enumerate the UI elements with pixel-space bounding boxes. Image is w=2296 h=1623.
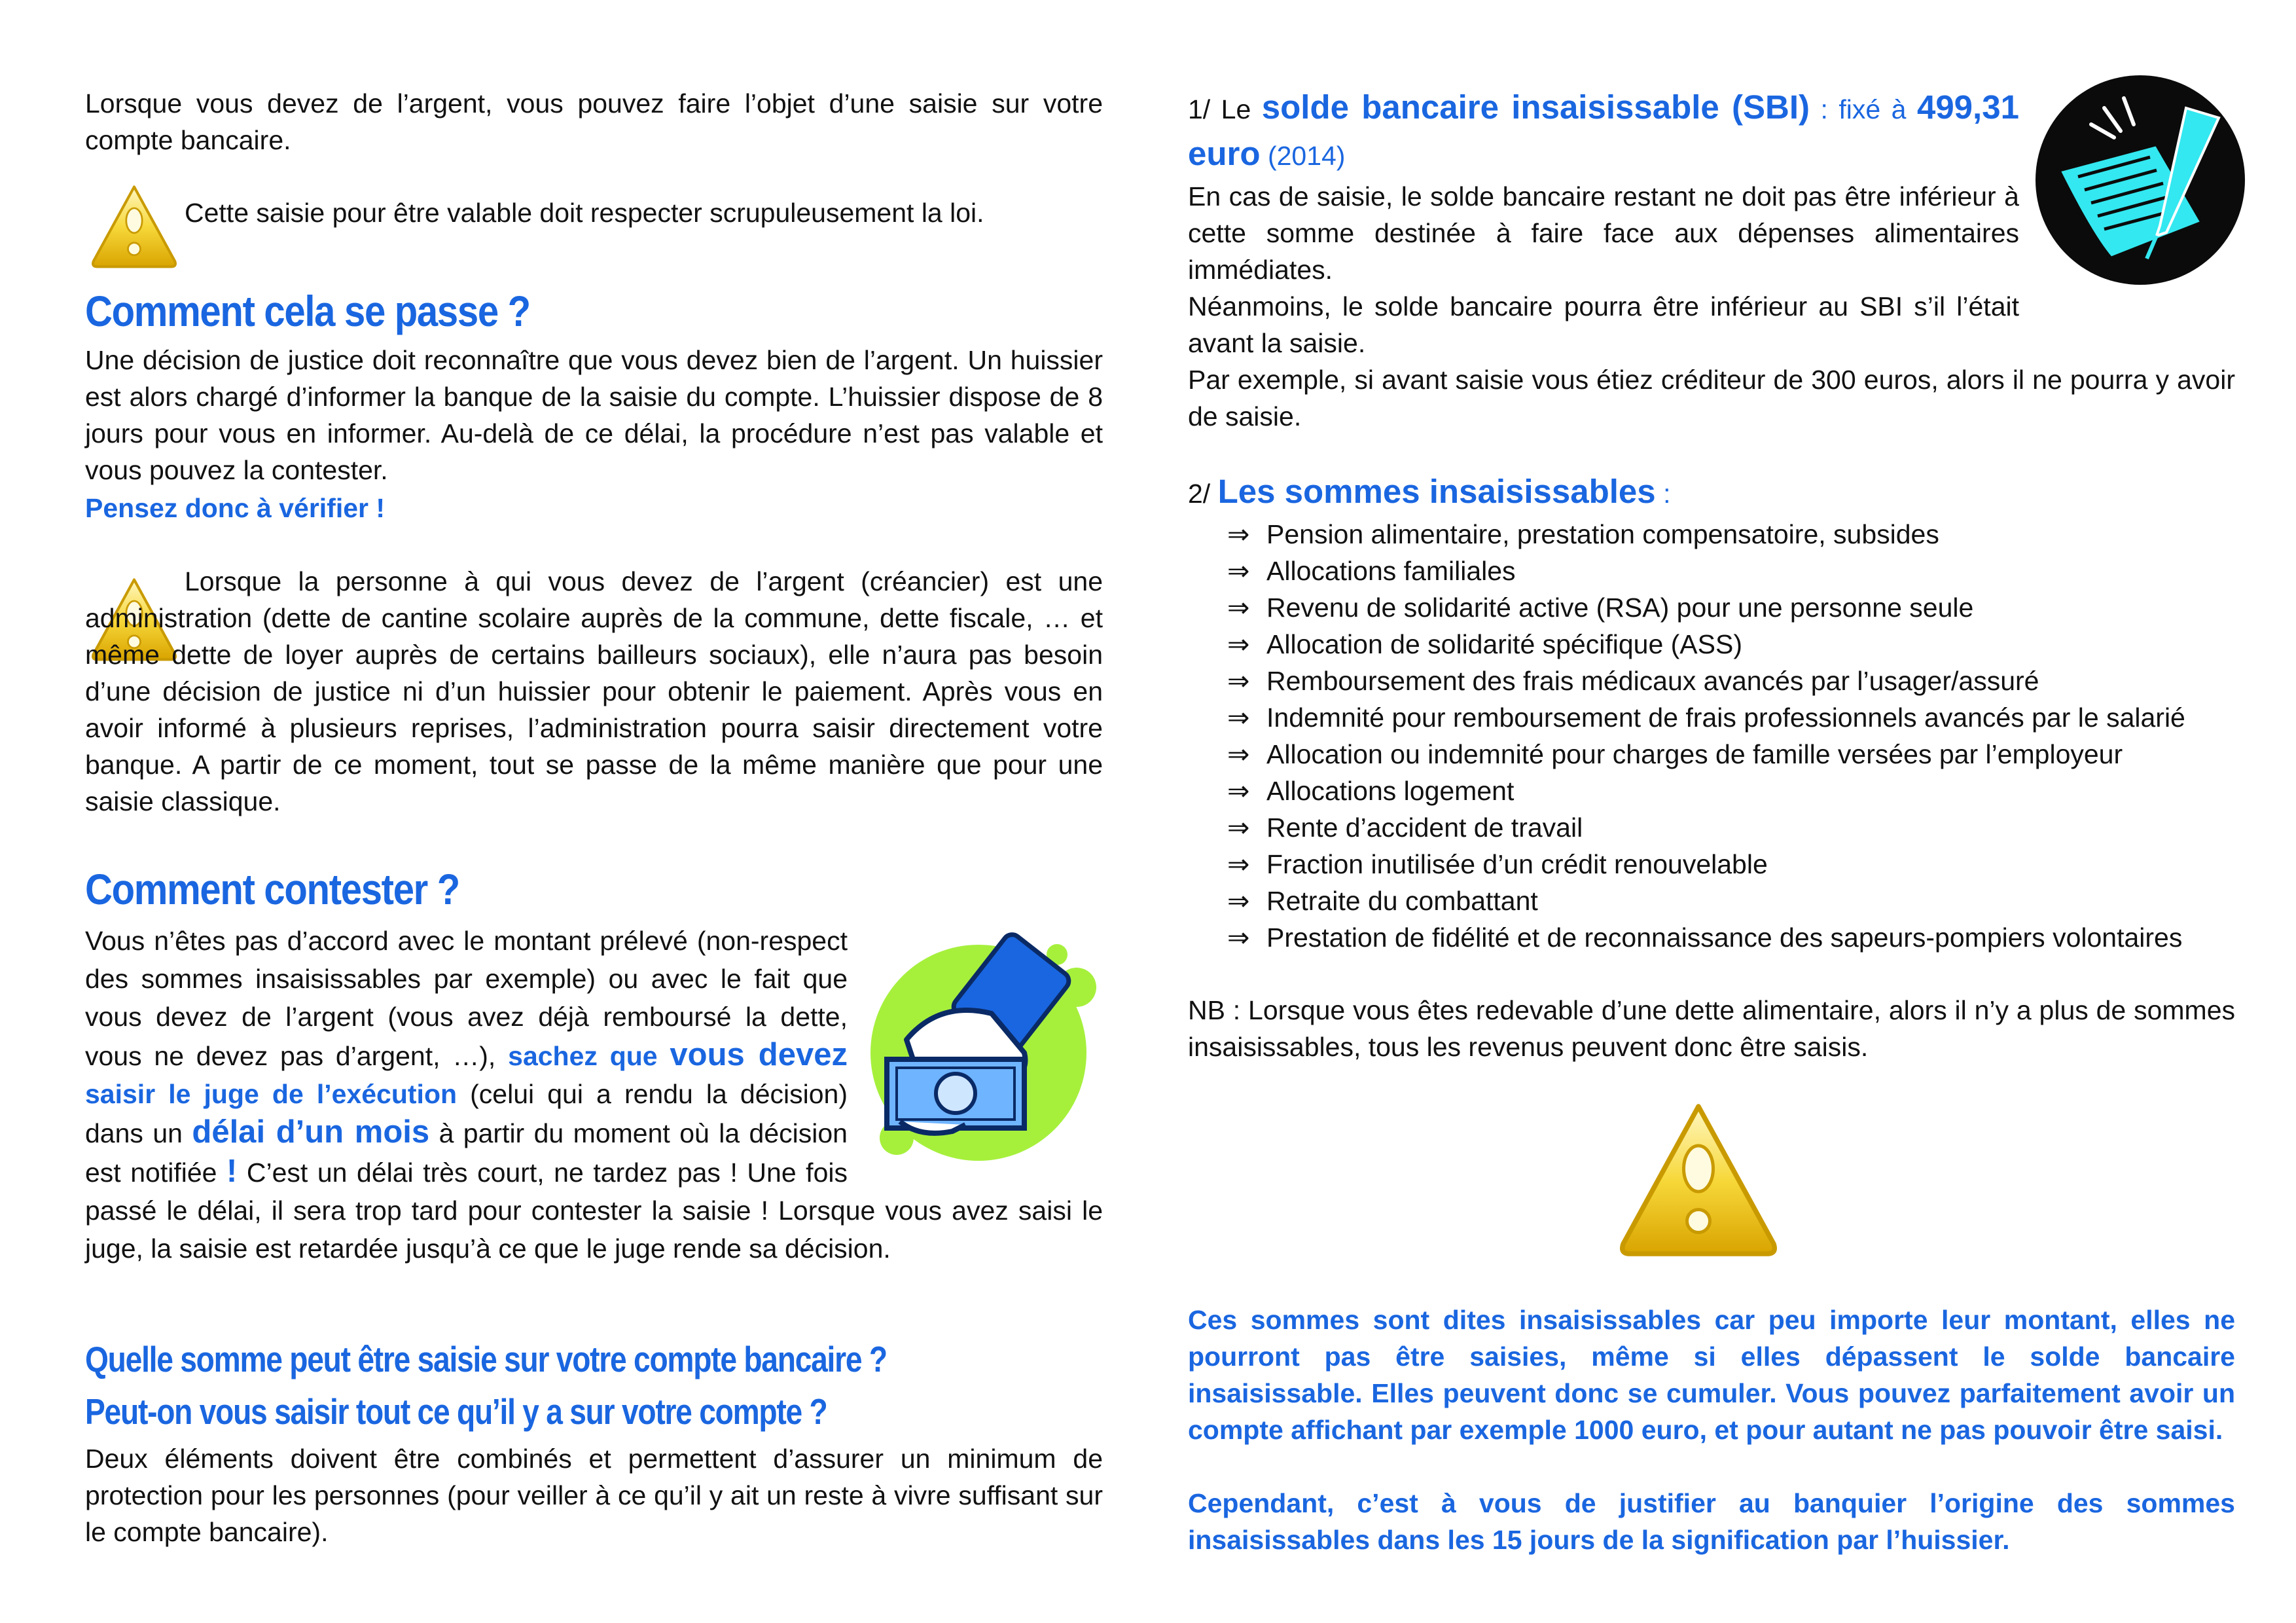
note-insaisissables: Ces sommes sont dites insaisissables car peu importe leur montant, elles ne pourront pas être saisies, même si elles dépassent le solde bancaire insaisissable. Elles peuvent donc se cumuler. Vous pouvez parfaitement avoir un compte affichant par exemple 1000 euro, et pour autant ne pas pouvoir être saisi. (1188, 1305, 2235, 1445)
sbi-body-3: Par exemple, si avant saisie vous étiez créditeur de 300 euros, alors il ne pourra y avoir de saisie. (1188, 365, 2235, 431)
section-title-quelle-somme: Quelle somme peut être saisie sur votre compte bancaire ? (85, 1339, 887, 1379)
section-body-quelle-somme: Deux éléments doivent être combinés et permettent d’assurer un minimum de protection pour les personnes (pour veiller à ce qu’il y ait un reste à vivre suffisant sur le compte bancaire). (85, 1444, 1103, 1547)
list-item: ⇒ Revenu de solidarité active (RSA) pour une personne seule (1227, 593, 1974, 623)
sbi-body-2: Néanmoins, le solde bancaire pourra être inférieur au SBI s’il l’était avant la saisie. (1188, 291, 2019, 358)
contester-body: Vous n’êtes pas d’accord avec le montant prélevé (non-respect des sommes insaisissables par exemple) ou avec le fait que vous devez de l’argent (vous avez déjà remboursé la dette, vous ne devez pas d’argent, …), sachez que vous devez saisir le juge de l’exécution (celui qui a rendu la décision) dans un délai d’un mois à partir du moment où la décision est notifiée ! C’est un délai très court, ne tardez pas ! Une fois passé le délai, il sera trop tard pour contester la saisie ! Lorsque vous avez saisi le juge, la saisie est retardée jusqu’à ce que le juge rende sa décision. (85, 926, 1103, 1264)
hand-giving-money-icon (861, 928, 1103, 1177)
note-justifier: Cependant, c’est à vous de justifier au banquier l’origine des sommes insaisissables dans les 15 jours de la signification par l’huissier. (1188, 1488, 2235, 1555)
sbi-body-1: En cas de saisie, le solde bancaire restant ne doit pas être inférieur à cette somme destinée à faire face aux dépenses alimentaires immédiates. (1188, 181, 2019, 285)
insaisissables-heading: 2/ Les sommes insaisissables : (1188, 473, 1671, 510)
intro-paragraph: Lorsque vous devez de l’argent, vous pouvez faire l’objet d’une saisie sur votre compte bancaire. (85, 88, 1103, 155)
nb-paragraph: NB : Lorsque vous êtes redevable d’une dette alimentaire, alors il n’y a plus de sommes insaisissables, tous les revenus peuvent donc être saisis. (1188, 995, 2235, 1062)
list-item: ⇒ Remboursement des frais médicaux avancés par l’usager/assuré (1227, 666, 2039, 696)
contester-block (85, 922, 1103, 1267)
warning-triangle-icon (85, 183, 183, 272)
list-item: ⇒ Allocation de solidarité spécifique (ASS) (1227, 629, 1742, 659)
administration-paragraph: Lorsque la personne à qui vous devez de l’argent (créancier) est une administration (dette de cantine scolaire auprès de la commune, dette fiscale, … et même dette de loyer auprès de certains bailleurs sociaux), elle n’aura pas besoin d’une décision de justice ni d’un huissier pour obtenir le paiement. Après vous en avoir informé à plusieurs reprises, l’administration pourra saisir directement votre banque. A partir de ce moment, tout se passe de la même manière que pour une saisie classique. (85, 566, 1103, 816)
warning-triangle-icon (1607, 1100, 1790, 1260)
section-title-comment-cela: Comment cela se passe ? (85, 287, 530, 335)
list-item: ⇒ Fraction inutilisée d’un crédit renouvelable (1227, 849, 1768, 879)
list-item: ⇒ Retraite du combattant (1227, 886, 1538, 916)
section-body-comment-cela: Une décision de justice doit reconnaître que vous devez bien de l’argent. Un huissier est alors chargé d’informer la banque de la saisie du compte. L’huissier dispose de 8 jours pour vous en informer. Au-delà de ce délai, la procédure n’est pas valable et vous pouvez la contester. (85, 345, 1103, 485)
list-item: ⇒ Allocations logement (1227, 776, 1515, 806)
highlight-verifier: Pensez donc à vérifier ! (85, 493, 386, 523)
list-item: ⇒ Prestation de fidélité et de reconnaissance des sapeurs-pompiers volontaires (1227, 922, 2183, 953)
signing-document-icon (2032, 72, 2248, 288)
section-title-contester: Comment contester ? (85, 865, 459, 913)
section-title-peut-on: Peut-on vous saisir tout ce qu’il y a sur votre compte ? (85, 1391, 827, 1432)
list-item: ⇒ Allocations familiales (1227, 556, 1516, 586)
warning-note: Cette saisie pour être valable doit respecter scrupuleusement la loi. (185, 198, 984, 228)
insaisissables-list (1227, 516, 2185, 956)
list-item: ⇒ Pension alimentaire, prestation compensatoire, subsides (1227, 519, 1939, 549)
sbi-heading: 1/ Le solde bancaire insaisissable (SBI) : fixé à 499,31 euro (2014) (1188, 88, 2019, 172)
list-item: ⇒ Allocation ou indemnité pour charges de famille versées par l’employeur (1227, 739, 2123, 769)
list-item: ⇒ Indemnité pour remboursement de frais professionnels avancés par le salarié (1227, 702, 2185, 733)
list-item: ⇒ Rente d’accident de travail (1227, 812, 1583, 843)
